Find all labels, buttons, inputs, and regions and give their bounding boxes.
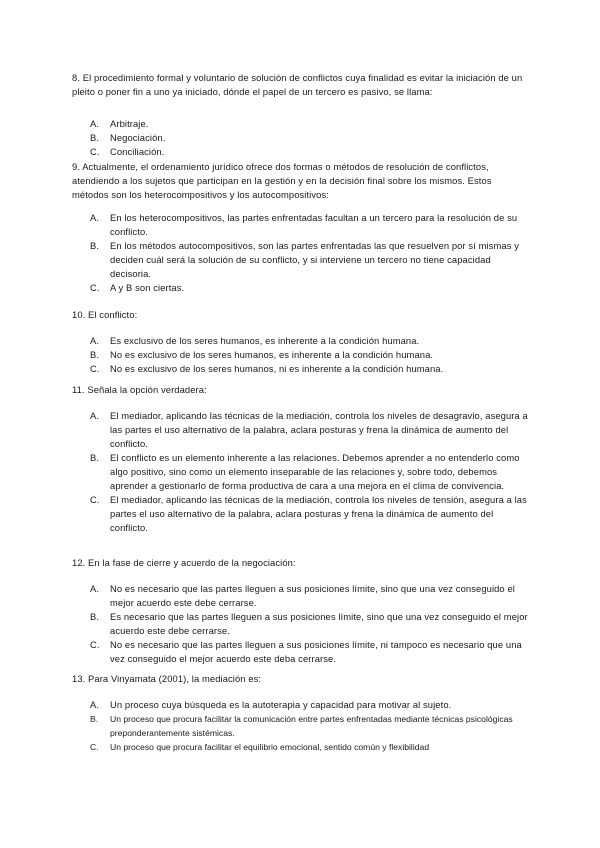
option-text: Un proceso que procura facilitar el equilibrio emocional, sentido común y flexibilidad — [110, 742, 430, 752]
option-letter: B. — [90, 132, 100, 143]
option-12a — [0, 582, 600, 610]
option-11b — [0, 451, 600, 493]
option-letter: B. — [90, 714, 99, 724]
option-12b — [0, 610, 600, 638]
question-8-stem: 8. El procedimiento formal y voluntario de solución de conflictos cuya finalidad es evitar la iniciación de un pleito o poner fin a uno ya iniciado, dónde el papel de un tercero es pasivo, se llama: — [72, 72, 523, 97]
option-letter: A. — [90, 410, 100, 421]
question-9-stem: 9. Actualmente, el ordenamiento jurídico ofrece dos formas o métodos de resolución de conflictos, atendiendo a los sujetos que participan en la gestión y en la decisión final sobre los mismos. Estos métodos son los heterocompositivos y los autocompositivos: — [72, 161, 492, 200]
option-letter: C. — [90, 494, 100, 505]
option-9a — [0, 211, 600, 239]
option-text: Negociación. — [110, 132, 166, 143]
option-text: Arbitraje. — [110, 118, 149, 129]
option-text: No es necesario que las partes lleguen a sus posiciones límite, sino que una vez conseguido el mejor acuerdo este debe cerrarse. — [110, 583, 515, 608]
option-8b — [0, 131, 600, 145]
question-11-stem: 11. Señala la opción verdadera: — [72, 384, 207, 395]
option-letter: A. — [90, 583, 100, 594]
option-11a — [0, 409, 600, 451]
option-text: En los heterocompositivos, las partes enfrentadas facultan a un tercero para la resolución de su conflicto. — [110, 212, 518, 237]
option-letter: A. — [90, 118, 100, 129]
question-13 — [0, 672, 600, 754]
option-text: El mediador, aplicando las técnicas de la mediación, controla los niveles de desagravio, asegura a las partes el uso alternativo de la palabra, aclara posturas y frena la dinámica de aumento del conflicto. — [110, 410, 528, 449]
question-12-options — [0, 582, 600, 666]
option-13a — [0, 698, 600, 712]
option-13b — [0, 712, 600, 740]
question-13-options — [0, 698, 600, 754]
option-11c — [0, 493, 600, 535]
question-10 — [0, 308, 600, 376]
option-letter: B. — [90, 452, 100, 463]
option-letter: B. — [90, 349, 100, 360]
option-text: No es necesario que las partes lleguen a sus posiciones límite, ni tampoco es necesario que una vez conseguido el mejor acuerdo este deba cerrarse. — [110, 639, 522, 664]
option-8c — [0, 145, 600, 159]
option-9c — [0, 281, 600, 295]
option-text: Es necesario que las partes lleguen a sus posiciones límite, sino que una vez conseguido el mejor acuerdo este debe cerrarse. — [110, 611, 528, 636]
option-text: No es exclusivo de los seres humanos, es inherente a la condición humana. — [110, 349, 434, 360]
option-letter: A. — [90, 699, 100, 710]
option-10a — [0, 334, 600, 348]
question-10-options — [0, 334, 600, 376]
question-8 — [0, 71, 600, 159]
option-letter: C. — [90, 742, 99, 752]
question-9 — [0, 160, 600, 295]
option-8a — [0, 117, 600, 131]
option-12c — [0, 638, 600, 666]
option-text: El mediador, aplicando las técnicas de la mediación, controla los niveles de tensión, asegura a las partes el uso alternativo de la palabra, aclara posturas y frena la dinámica de aumento del conflicto. — [110, 494, 527, 533]
option-letter: C. — [90, 639, 100, 650]
question-9-options — [0, 211, 600, 295]
option-letter: C. — [90, 146, 100, 157]
question-13-stem: 13. Para Vinyamata (2001), la mediación es: — [72, 673, 262, 684]
option-letter: B. — [90, 611, 100, 622]
option-letter: A. — [90, 212, 100, 223]
question-11-options — [0, 409, 600, 535]
question-12 — [0, 556, 600, 666]
option-letter: B. — [90, 240, 100, 251]
option-text: Es exclusivo de los seres humanos, es inherente a la condición humana. — [110, 335, 420, 346]
question-8-options — [0, 117, 600, 159]
option-text: En los métodos autocompositivos, son las partes enfrentadas las que resuelven por sí mismas y deciden cuál será la solución de su conflicto, y si interviene un tercero no tiene capacidad decisoria. — [110, 240, 519, 279]
option-text: No es exclusivo de los seres humanos, ni es inherente a la condición humana. — [110, 363, 444, 374]
question-12-stem: 12. En la fase de cierre y acuerdo de la negociación: — [72, 557, 296, 568]
option-letter: C. — [90, 363, 100, 374]
option-text: Conciliación. — [110, 146, 165, 157]
option-10b — [0, 348, 600, 362]
option-text: Un proceso que procura facilitar la comunicación entre partes enfrentadas mediante técnicas psicológicas preponderantemente sistémicas. — [110, 714, 513, 738]
option-letter: C. — [90, 282, 100, 293]
option-10c — [0, 362, 600, 376]
option-text: El conflicto es un elemento inherente a las relaciones. Debemos aprender a no entenderlo como algo positivo, sino como un elemento inseparable de las relaciones y, sobre todo, debemos aprender a gestionarlo de forma productiva de cara a una mejora en el clima de convivencia. — [110, 452, 520, 491]
question-10-stem: 10. El conflicto: — [72, 309, 138, 320]
question-11 — [0, 383, 600, 535]
option-9b — [0, 239, 600, 281]
option-text: A y B son ciertas. — [110, 282, 185, 293]
option-letter: A. — [90, 335, 100, 346]
option-13c — [0, 740, 600, 754]
option-text: Un proceso cuya búsqueda es la autoterapia y capacidad para motivar al sujeto. — [110, 699, 452, 710]
